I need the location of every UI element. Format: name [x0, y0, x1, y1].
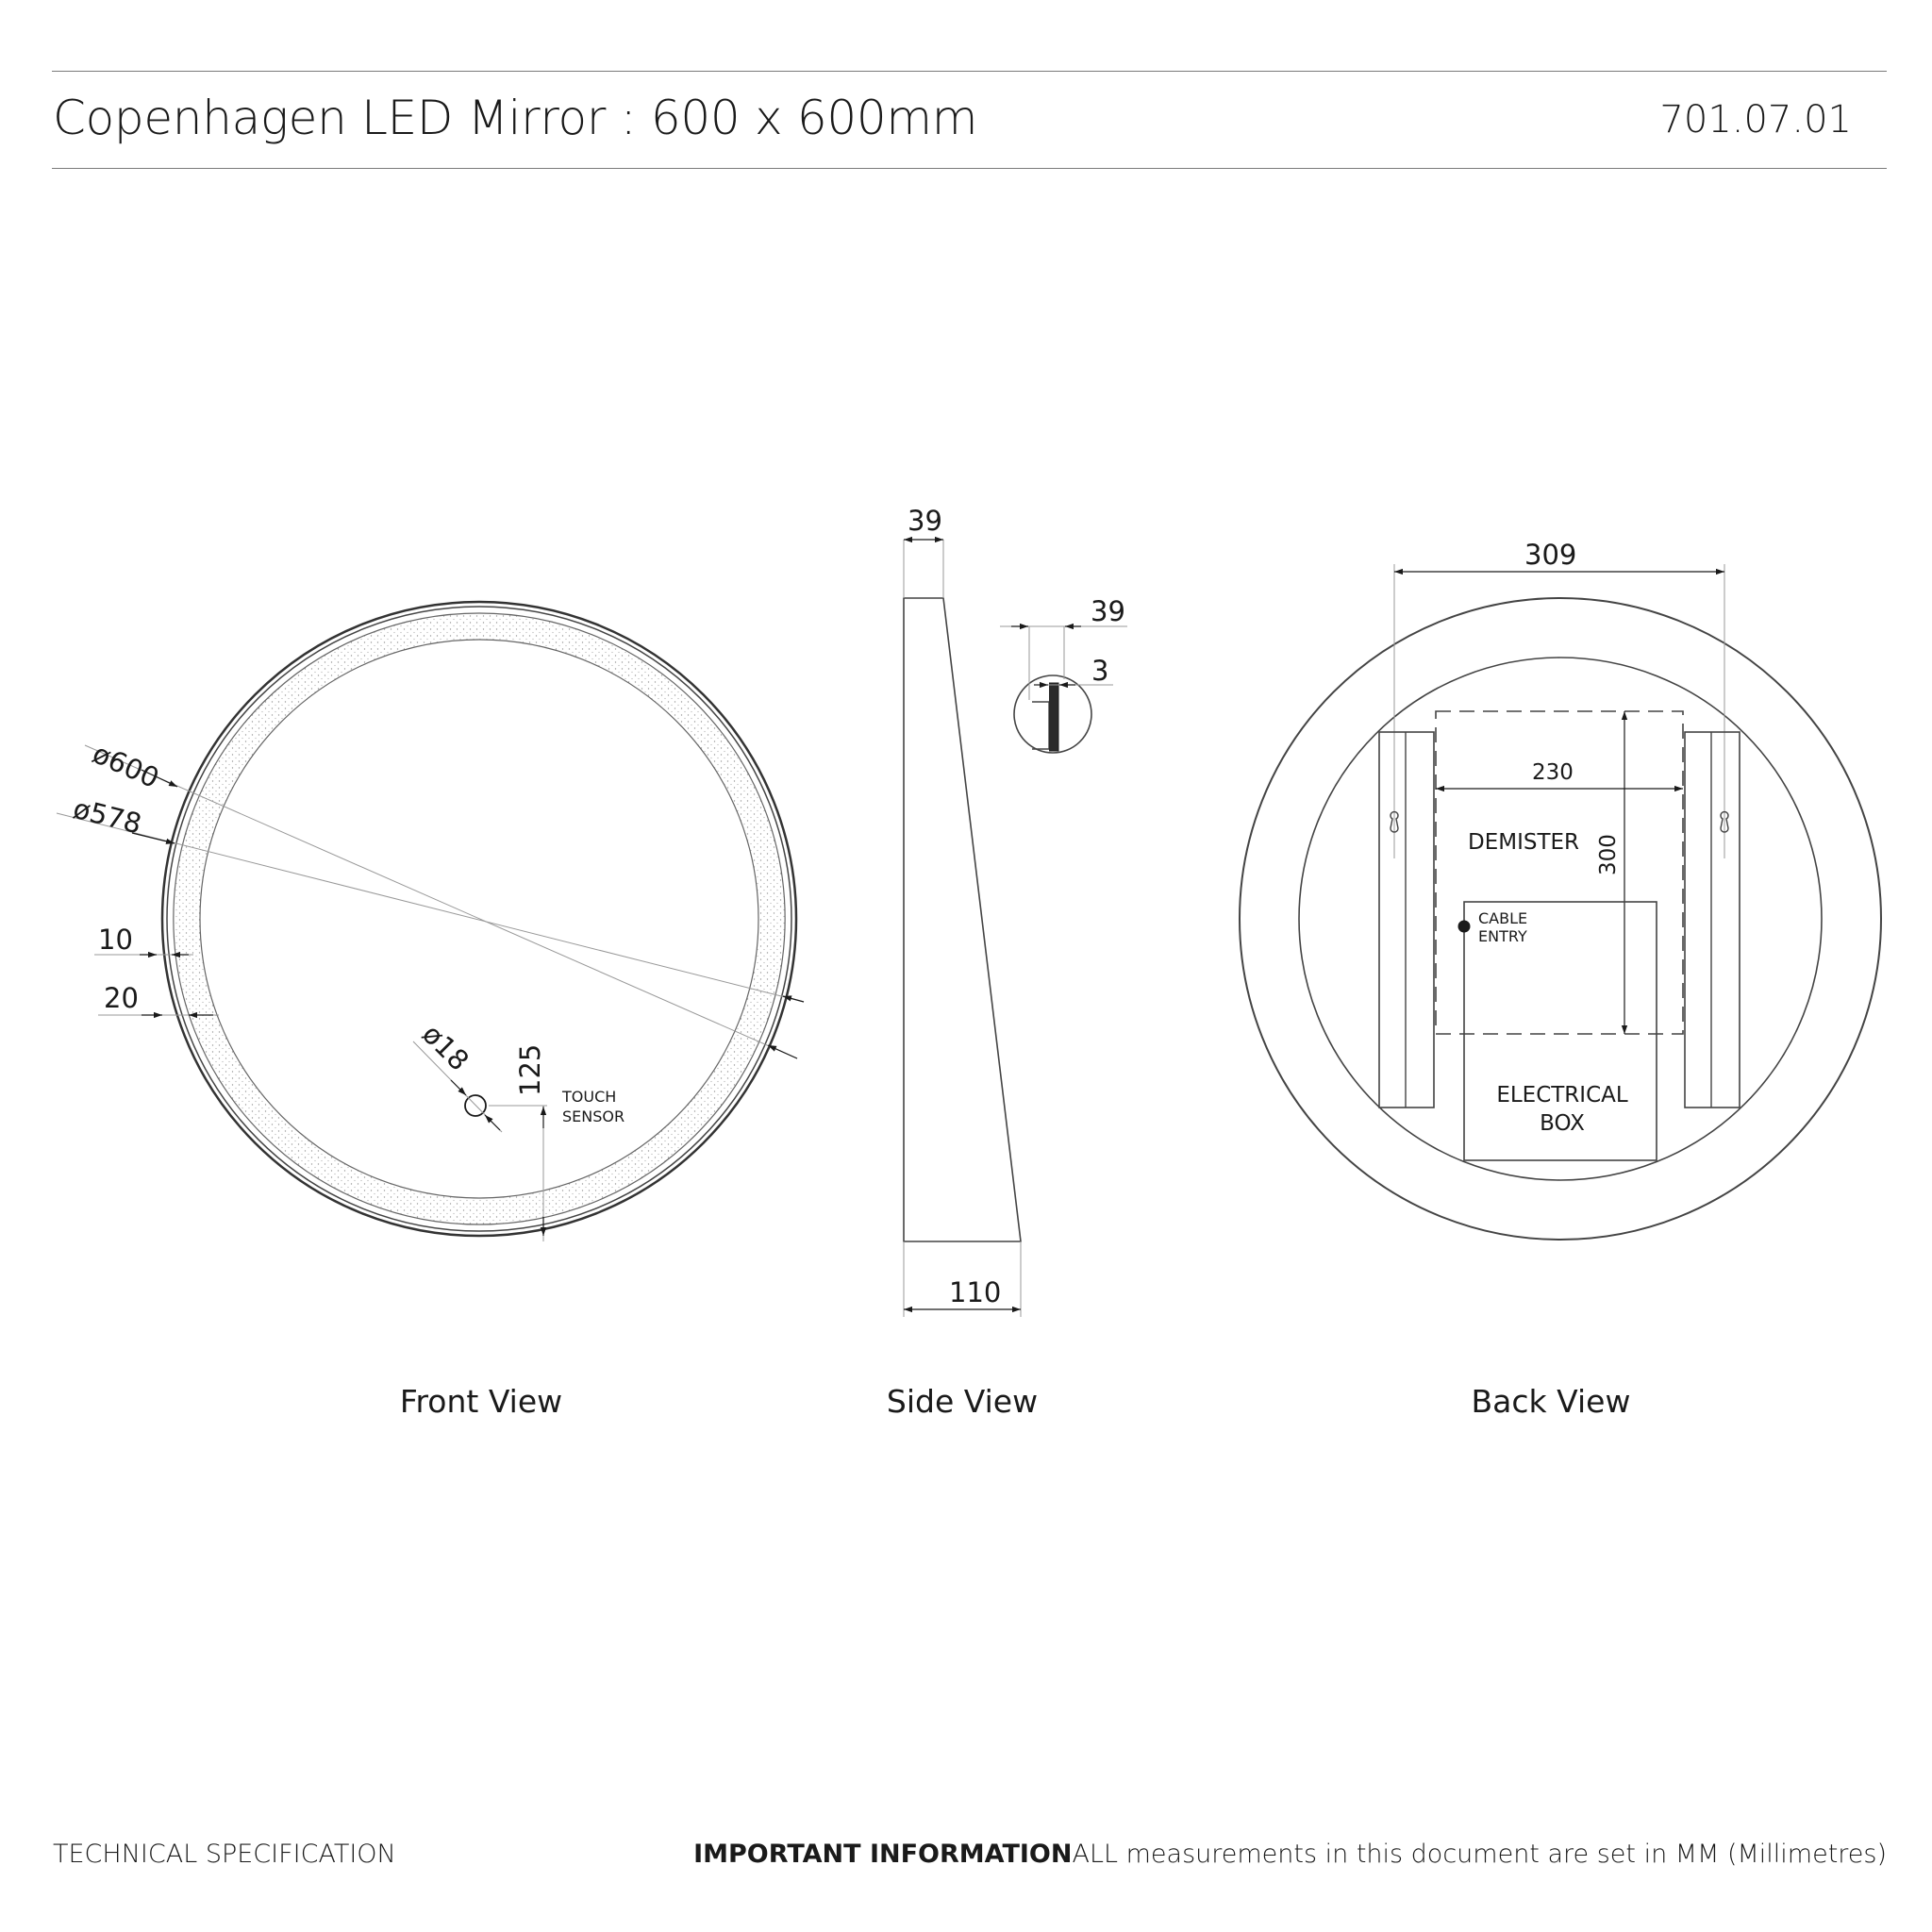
left-rail: [1379, 732, 1434, 1108]
touch-sensor-label-2: SENSOR: [562, 1108, 625, 1125]
front-view-label: Front View: [399, 1383, 563, 1420]
dim-detail-39: 39: [1091, 595, 1125, 627]
sensor-dia-arrow-b: [485, 1115, 500, 1130]
dim-230: 230: [1532, 760, 1574, 785]
dim-sensor-height: 125: [514, 1043, 546, 1096]
dim-300: 300: [1596, 834, 1621, 875]
dia600-arrow-right: [768, 1045, 797, 1058]
footer-important-information: [693, 1840, 1887, 1869]
side-detail-glass: [1032, 702, 1049, 749]
dia578-arrow-left: [132, 833, 175, 843]
front-view: [57, 602, 804, 1241]
cable-entry-dot: [1458, 921, 1471, 933]
back-view: [1240, 539, 1881, 1240]
side-view: [904, 505, 1127, 1317]
side-view-label: Side View: [886, 1383, 1039, 1420]
cable-entry-label-1: CABLE: [1478, 909, 1528, 927]
side-detail-frame: [1049, 683, 1058, 751]
side-profile: [904, 598, 1021, 1241]
footer-technical-specification: TECHNICAL SPECIFICATION: [53, 1840, 396, 1869]
back-outer-circle: [1240, 598, 1881, 1240]
touch-sensor-label-1: TOUCH: [562, 1088, 617, 1106]
demister-label: DEMISTER: [1468, 830, 1580, 855]
dim-dia600: ø600: [88, 737, 164, 795]
dim-side-top: 39: [908, 505, 942, 537]
dim-309: 309: [1524, 539, 1577, 571]
product-code: 701.07.01: [1659, 98, 1852, 142]
dim-detail-3: 3: [1091, 655, 1109, 687]
dim-dia578: ø578: [70, 791, 145, 841]
sensor-dia-arrow-a: [451, 1080, 466, 1095]
dim-20: 20: [104, 982, 139, 1014]
electrical-box-label-1: ELECTRICAL: [1496, 1083, 1628, 1108]
important-info-label: IMPORTANT INFORMATION: [693, 1840, 1073, 1869]
right-rail: [1685, 732, 1740, 1108]
important-info-text: ALL measurements in this document are set in MM (Millimetres): [1072, 1840, 1887, 1869]
electrical-box-label-2: BOX: [1540, 1111, 1585, 1136]
back-view-label: Back View: [1471, 1383, 1631, 1420]
dim-10: 10: [98, 924, 133, 956]
dim-side-bottom: 110: [949, 1276, 1002, 1308]
dim-sensor-dia: ø18: [416, 1017, 475, 1077]
page-title: Copenhagen LED Mirror : 600 x 600mm: [53, 91, 978, 145]
cable-entry-label-2: ENTRY: [1478, 927, 1527, 945]
